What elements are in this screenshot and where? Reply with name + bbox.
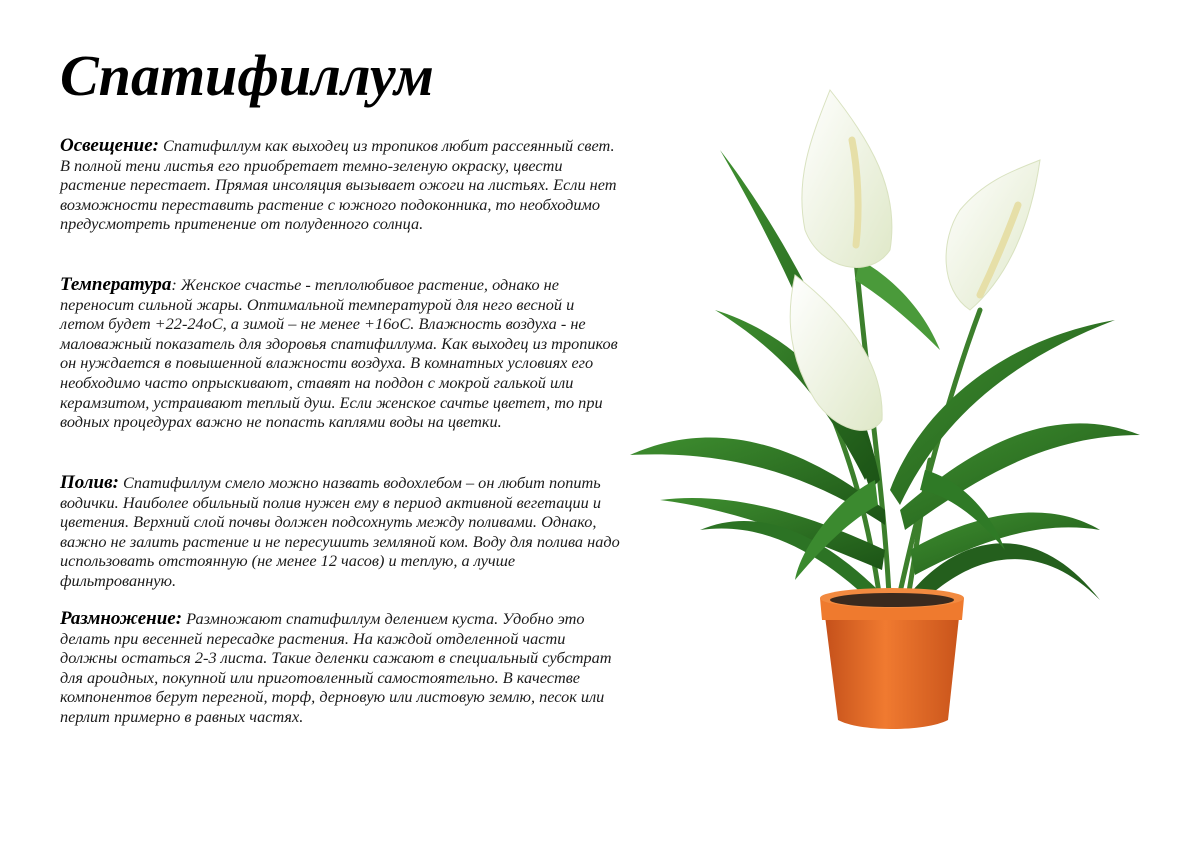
section-text-temperature: : Женское счастье - теплолюбивое растение, однако не переносит сильной жары. Оптимальной температурой для него весной и летом будет +22-24оС, а зимой – не менее +16оС. Влажность воздуха - не маловажный показатель для здоровья спатифиллума. Как выходец из тропиков он нуждается в повышенной влажности воздуха. В комнатных условиях его необходимо часто опрыскивают, ставят на поддон с мокрой галькой или керамзитом, устраивают теплый душ. Если женское сачтье цветет, то при водных процедурах важно не попасть каплями воды на цветки.: [60, 275, 618, 432]
section-heading-propagation: Размножение:: [60, 608, 183, 629]
page-title: Спатифиллум: [60, 43, 434, 108]
plant-svg: [620, 80, 1160, 740]
flower-pot: [820, 588, 964, 729]
section-propagation: [60, 609, 620, 727]
section-text-watering: Спатифиллум смело можно назвать водохлебом – он любит попить водички. Наиболее обильный полив нужен ему в период активной вегетации и цветения. Верхний слой почвы должен подсохнуть между поливами. Однако, важно не залить растение и не пересушить земляной ком. Воду для полива надо использовать отстоянную (не менее 12 часов) и теплую, а лучше фильтрованную.: [60, 473, 620, 590]
section-temperature: [60, 275, 620, 432]
spathiphyllum-plant-illustration: [620, 80, 1160, 740]
section-heading-watering: Полив:: [60, 472, 119, 493]
section-watering: [60, 473, 620, 591]
section-text-lighting: Спатифиллум как выходец из тропиков любит рассеянный свет. В полной тени листья его приобретает темно-зеленую окраску, цвести растение перестает. Прямая инсоляция вызывает ожоги на листьях. Если нет возможности переставить растение с южного подоконника, то необходимо предусмотреть притенение от полуденного солнца.: [60, 136, 617, 234]
section-heading-lighting: Освещение:: [60, 135, 159, 156]
section-heading-temperature: Температура: [60, 274, 172, 295]
section-text-propagation: Размножают спатифиллум делением куста. Удобно это делать при весенней пересадке растения. На каждой отделенной части должны остаться 2-3 листа. Такие деленки сажают в специальный субстрат для ароидных, покупной или приготовленный самостоятельно. В качестве компонентов берут перегной, торф, дерновую или листовую землю, песок или перлит примерно в равных частях.: [60, 609, 612, 726]
section-lighting: [60, 136, 620, 234]
